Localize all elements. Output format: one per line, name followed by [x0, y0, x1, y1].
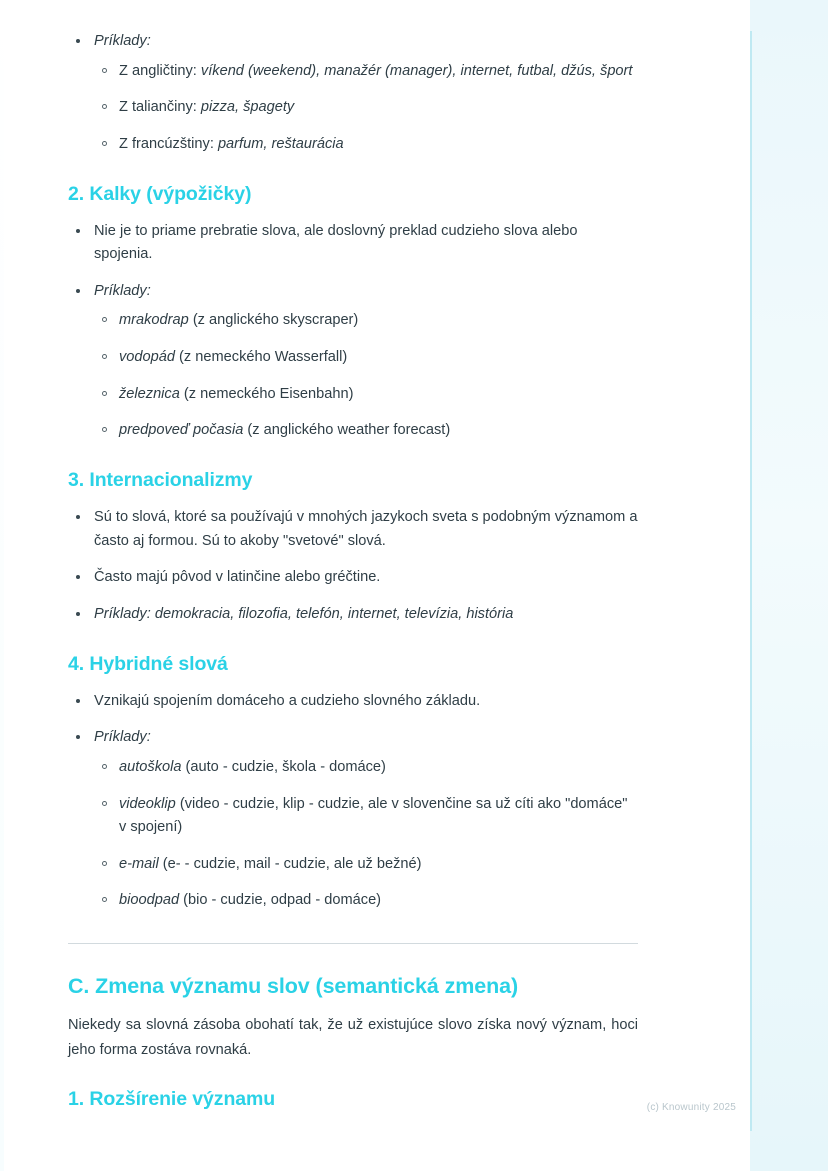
list-item: [94, 133, 638, 157]
example-body: parfum, reštaurácia: [213, 135, 344, 152]
example-term: vodopád: [119, 349, 175, 366]
example-gloss: (video - cudzie, klip - cudzie, ale v slovenčine sa už cíti ako "domáce" v spojení): [119, 795, 628, 836]
list-item: [68, 280, 638, 443]
example-term: predpoveď počasia: [119, 422, 244, 439]
list-item: [68, 726, 638, 913]
examples-label: Príklady:: [94, 605, 151, 622]
list-item: [94, 309, 638, 333]
section-heading-hybridne-slova: 4. Hybridné slová: [68, 652, 228, 675]
example-source: Z francúzštiny:: [119, 135, 214, 152]
subsection-heading-rozsirenie-vyznamu: 1. Rozšírenie významu: [68, 1088, 276, 1111]
example-gloss: (z nemeckého Eisenbahn): [179, 385, 354, 402]
top-examples-sublist: [94, 60, 638, 157]
kalky-examples-sublist: [94, 309, 638, 443]
example-term: bioodpad: [119, 892, 180, 909]
example-term: železnica: [119, 385, 180, 402]
example-gloss: (bio - cudzie, odpad - domáce): [179, 892, 382, 909]
examples-label: Príklady:: [94, 33, 151, 49]
list-item: Vznikajú spojením domáceho a cudzieho slovného základu.: [68, 690, 638, 714]
example-body: víkend (weekend), manažér (manager), internet, futbal, džús, šport: [196, 62, 633, 79]
top-examples-group: [68, 30, 638, 157]
list-item: [68, 603, 638, 627]
list-item: [94, 96, 638, 120]
list-item: [68, 30, 638, 157]
chapter-paragraph: Niekedy sa slovná zásoba obohatí tak, že už existujúce slovo získa nový význam, hoci jeho forma zostáva rovnaká.: [68, 1017, 638, 1058]
list-item: [94, 60, 638, 84]
list-item: [94, 383, 638, 407]
example-gloss: (z anglického skyscraper): [188, 312, 359, 329]
section-internacionalizmy-list: [68, 506, 638, 627]
example-source: Z angličtiny:: [119, 62, 197, 79]
list-item: [94, 346, 638, 370]
hybridne-examples-sublist: [94, 756, 638, 913]
left-edge-accent: [0, 0, 4, 1171]
list-item: Často majú pôvod v latinčine alebo gréčtine.: [68, 566, 638, 590]
document-content: [68, 30, 638, 1125]
right-edge-panel: [750, 0, 828, 1171]
chapter-heading-semanticka-zmena: C. Zmena významu slov (semantická zmena): [68, 974, 519, 999]
section-kalky-list: [68, 220, 638, 443]
section-divider: [68, 943, 638, 944]
section-heading-internacionalizmy: 3. Internacionalizmy: [68, 469, 253, 492]
list-item: [94, 853, 638, 877]
example-term: videoklip: [119, 795, 176, 812]
list-item: [94, 793, 638, 840]
section-heading-kalky: 2. Kalky (výpožičky): [68, 182, 252, 205]
examples-inline-body: demokracia, filozofia, telefón, internet, televízia, história: [150, 605, 514, 622]
copyright-note: (c) Knowunity 2025: [646, 1102, 736, 1113]
example-source: Z taliančiny:: [119, 99, 197, 116]
example-term: autoškola: [119, 758, 182, 775]
example-body: pizza, špagety: [196, 99, 295, 116]
list-item: [94, 419, 638, 443]
examples-label: Príklady:: [94, 282, 151, 299]
list-item: Sú to slová, ktoré sa používajú v mnohých jazykoch sveta s podobným významom a často aj formou. Sú to akoby "svetové" slová.: [68, 506, 638, 553]
example-gloss: (z nemeckého Wasserfall): [175, 349, 348, 366]
list-item: [94, 756, 638, 780]
section-hybridne-list: [68, 690, 638, 913]
right-edge-divider: [750, 31, 752, 1131]
example-term: e-mail: [119, 855, 159, 872]
examples-label: Príklady:: [94, 729, 151, 746]
example-gloss: (z anglického weather forecast): [243, 422, 451, 439]
list-item: [94, 889, 638, 913]
example-term: mrakodrap: [119, 312, 189, 329]
example-gloss: (e- - cudzie, mail - cudzie, ale už bežné): [158, 855, 422, 872]
list-item: Nie je to priame prebratie slova, ale doslovný preklad cudzieho slova alebo spojenia.: [68, 220, 638, 267]
example-gloss: (auto - cudzie, škola - domáce): [181, 758, 386, 775]
